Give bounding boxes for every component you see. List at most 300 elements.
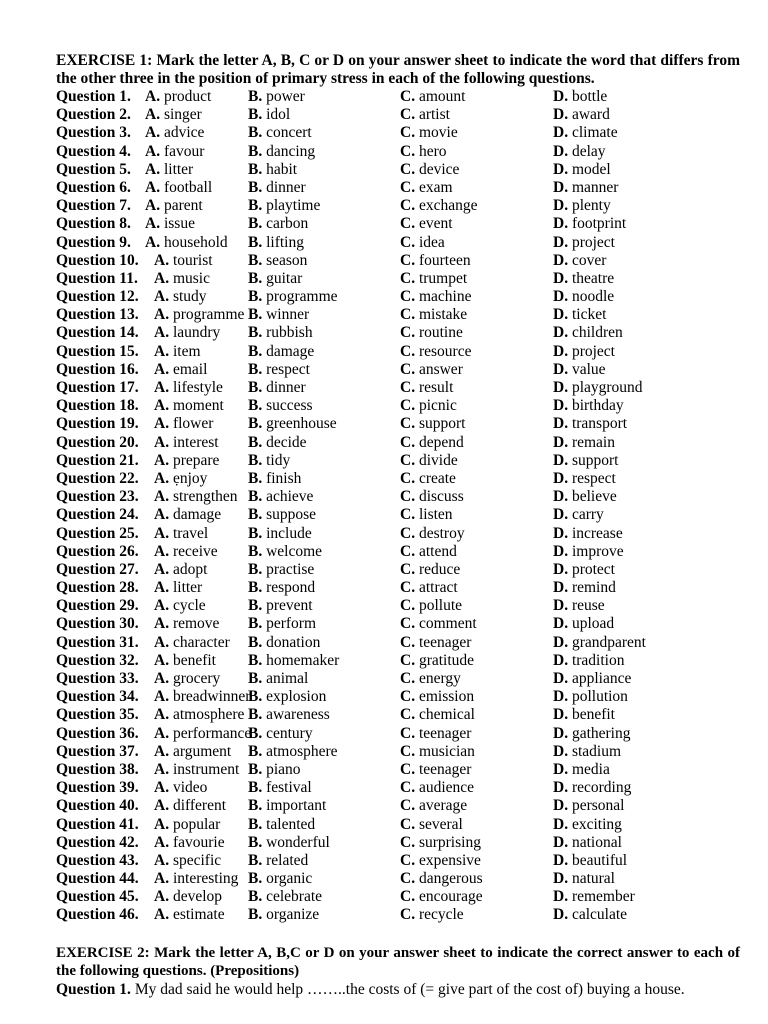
option-letter: C. [400, 469, 416, 487]
question-row [56, 725, 740, 743]
option-word: lifestyle [172, 379, 223, 396]
option-letter: D. [553, 469, 569, 487]
option-b [248, 470, 301, 488]
option-letter: C. [400, 124, 416, 142]
option-letter: D. [553, 670, 569, 687]
option-a [154, 634, 230, 652]
question-label: Question 39. [56, 779, 139, 797]
option-b [248, 906, 319, 924]
option-letter: C. [400, 306, 416, 324]
option-d [553, 361, 606, 379]
option-d [553, 143, 606, 161]
option-word: favourie [172, 833, 225, 851]
option-letter: A. [154, 397, 170, 415]
option-d [553, 797, 624, 815]
option-letter: D. [553, 288, 569, 306]
option-letter: A. [154, 251, 170, 269]
option-word: chemical [418, 706, 475, 724]
option-a [154, 615, 219, 633]
option-word: litter [172, 579, 203, 597]
question-label: Question 3. [56, 124, 131, 142]
option-word: exciting [571, 815, 622, 833]
option-word: prepare [172, 451, 220, 469]
option-d [553, 634, 646, 652]
option-word: important [266, 797, 327, 815]
option-letter: C. [400, 670, 416, 687]
question-row [56, 106, 740, 124]
option-b [248, 452, 290, 470]
option-letter: C. [400, 524, 416, 542]
option-letter: B. [248, 560, 263, 578]
option-b [248, 543, 322, 561]
option-word: remove [172, 615, 220, 633]
option-word: noodle [571, 288, 615, 306]
question-label: Question 26. [56, 542, 139, 560]
option-word: surprising [418, 833, 481, 851]
option-d [553, 506, 604, 524]
option-word: practise [266, 560, 315, 578]
option-word: study [172, 288, 207, 306]
option-letter: C. [400, 706, 416, 724]
option-b [248, 834, 330, 852]
option-c [400, 543, 457, 561]
option-c [400, 252, 471, 270]
option-word: musician [418, 742, 475, 760]
option-word: natural [571, 870, 615, 888]
option-letter: A. [154, 542, 170, 560]
exercise2-label: EXERCISE 2 [56, 944, 145, 961]
option-word: carry [571, 506, 604, 524]
option-letter: B. [248, 724, 263, 742]
option-a [145, 161, 193, 179]
option-word: explosion [266, 688, 327, 706]
option-word: exchange [418, 197, 478, 215]
option-a [154, 834, 225, 852]
option-d [553, 488, 617, 506]
question-row [56, 870, 740, 888]
question-label: Question 30. [56, 615, 139, 633]
option-word: comment [418, 615, 477, 633]
option-c [400, 615, 477, 633]
option-letter: D. [553, 760, 569, 778]
question-row [56, 670, 740, 688]
question-row [56, 706, 740, 724]
option-a [154, 452, 219, 470]
option-d [553, 761, 610, 779]
option-d [553, 288, 614, 306]
question-row [56, 488, 740, 506]
option-letter: C. [400, 233, 416, 251]
question-row [56, 525, 740, 543]
option-letter: C. [400, 688, 416, 706]
option-word: football [163, 178, 213, 196]
option-word: damage [266, 342, 315, 360]
option-word: issue [163, 215, 195, 233]
option-letter: B. [248, 397, 263, 415]
question-label: Question 29. [56, 597, 139, 615]
option-letter: A. [154, 797, 170, 815]
option-d [553, 834, 622, 852]
option-word: organic [266, 870, 313, 888]
option-word: support [571, 451, 619, 469]
option-word: project [571, 342, 615, 360]
option-c [400, 506, 453, 524]
option-word: carbon [266, 215, 309, 233]
option-letter: D. [553, 597, 569, 615]
option-word: climate [571, 124, 618, 142]
option-letter: D. [553, 178, 569, 196]
option-a [154, 434, 219, 452]
option-letter: C. [400, 906, 416, 924]
option-letter: A. [154, 651, 170, 669]
option-letter: D. [553, 142, 569, 160]
option-letter: C. [400, 215, 416, 233]
question-label: Question 13. [56, 306, 139, 324]
option-letter: B. [248, 524, 263, 542]
option-word: power [266, 88, 305, 105]
option-word: energy [418, 670, 461, 687]
option-b [248, 306, 309, 324]
option-d [553, 197, 611, 215]
option-a [154, 343, 201, 361]
question-row [56, 597, 740, 615]
option-a [154, 597, 206, 615]
question-row [56, 906, 740, 924]
option-word: appliance [571, 670, 632, 687]
option-c [400, 106, 450, 124]
option-word: theatre [571, 269, 615, 287]
option-word: resource [418, 342, 472, 360]
option-letter: C. [400, 851, 416, 869]
option-d [553, 252, 606, 270]
option-d [553, 615, 614, 633]
option-letter: C. [400, 160, 416, 178]
option-c [400, 706, 475, 724]
option-letter: B. [248, 633, 263, 651]
question-row [56, 415, 740, 433]
option-d [553, 652, 624, 670]
option-letter: C. [400, 797, 416, 815]
option-d [553, 324, 623, 342]
option-d [553, 470, 616, 488]
option-c [400, 634, 471, 652]
option-letter: D. [553, 233, 569, 251]
option-letter: A. [154, 815, 170, 833]
option-c [400, 725, 471, 743]
option-letter: B. [248, 88, 263, 105]
option-word: picnic [418, 397, 457, 415]
option-a [145, 106, 202, 124]
option-a [145, 88, 211, 106]
question-text: My dad said he would help ……..the costs of (= give part of the cost of) buying a house. [134, 980, 685, 998]
option-a [154, 543, 218, 561]
option-word: achieve [266, 488, 314, 506]
question-row [56, 179, 740, 197]
option-letter: D. [553, 160, 569, 178]
option-b [248, 234, 304, 252]
option-letter: A. [154, 506, 170, 524]
option-word: greenhouse [266, 415, 337, 433]
option-a [154, 415, 213, 433]
option-letter: A. [154, 433, 170, 451]
option-letter: A. [145, 124, 161, 142]
option-word: children [571, 324, 623, 342]
option-word: respect [571, 469, 616, 487]
option-c [400, 852, 481, 870]
option-b [248, 361, 310, 379]
option-letter: A. [145, 160, 161, 178]
option-d [553, 725, 631, 743]
option-c [400, 179, 453, 197]
question-label: Question 10. [56, 251, 139, 269]
option-word: grocery [172, 670, 221, 687]
option-a [145, 179, 212, 197]
option-word: animal [266, 670, 309, 687]
option-letter: D. [553, 706, 569, 724]
question-label: Question 6. [56, 178, 131, 196]
option-c [400, 779, 474, 797]
exercise2-question-1 [56, 980, 740, 999]
option-d [553, 161, 611, 179]
option-c [400, 688, 474, 706]
option-word: festival [266, 779, 312, 797]
option-d [553, 106, 610, 124]
option-word: playground [571, 379, 643, 396]
option-letter: D. [553, 506, 569, 524]
option-c [400, 597, 462, 615]
option-letter: B. [248, 888, 263, 906]
question-label: Question 32. [56, 651, 139, 669]
option-letter: D. [553, 688, 569, 706]
option-word: programme [172, 306, 245, 324]
option-word: several [418, 815, 463, 833]
option-b [248, 743, 338, 761]
option-d [553, 234, 615, 252]
option-d [553, 179, 618, 197]
question-row [56, 343, 740, 361]
option-letter: C. [400, 779, 416, 797]
option-letter: C. [400, 870, 416, 888]
question-label: Question 22. [56, 469, 139, 487]
option-c [400, 306, 467, 324]
question-label: Question 35. [56, 706, 139, 724]
option-word: reuse [571, 597, 605, 615]
option-a [154, 870, 238, 888]
option-b [248, 706, 330, 724]
question-label: Question 37. [56, 742, 139, 760]
option-word: improve [571, 542, 624, 560]
option-d [553, 434, 615, 452]
option-letter: A. [154, 597, 170, 615]
option-word: playtime [266, 197, 321, 215]
question-label: Question 9. [56, 233, 131, 251]
option-word: remain [571, 433, 615, 451]
option-letter: B. [248, 670, 263, 687]
option-letter: D. [553, 251, 569, 269]
option-letter: C. [400, 724, 416, 742]
option-d [553, 543, 624, 561]
option-letter: A. [154, 324, 170, 342]
option-letter: C. [400, 178, 416, 196]
option-letter: B. [248, 542, 263, 560]
option-word: gathering [571, 724, 631, 742]
question-label: Question 11. [56, 269, 138, 287]
option-letter: B. [248, 469, 263, 487]
option-letter: A. [154, 670, 170, 687]
option-a [154, 670, 220, 688]
option-word: music [172, 269, 210, 287]
option-letter: D. [553, 488, 569, 506]
option-word: remind [571, 579, 616, 597]
option-c [400, 215, 453, 233]
option-letter: C. [400, 106, 416, 124]
option-c [400, 561, 460, 579]
option-word: calculate [571, 906, 628, 924]
option-word: perform [266, 615, 317, 633]
option-letter: A. [154, 488, 170, 506]
option-letter: C. [400, 760, 416, 778]
option-word: pollute [418, 597, 463, 615]
question-label: Question 25. [56, 524, 139, 542]
option-letter: C. [400, 197, 416, 215]
option-word: device [418, 160, 460, 178]
question-row [56, 506, 740, 524]
option-letter: C. [400, 633, 416, 651]
option-letter: B. [248, 215, 263, 233]
option-letter: D. [553, 88, 569, 105]
option-letter: A. [154, 888, 170, 906]
option-word: favour [163, 142, 205, 160]
option-b [248, 343, 314, 361]
option-b [248, 797, 326, 815]
question-label: Question 36. [56, 724, 139, 742]
option-d [553, 561, 615, 579]
option-word: event [418, 215, 453, 233]
option-word: character [172, 633, 230, 651]
option-letter: D. [553, 560, 569, 578]
option-letter: D. [553, 124, 569, 142]
option-letter: B. [248, 379, 263, 396]
option-word: stadium [571, 742, 622, 760]
option-letter: A. [154, 560, 170, 578]
option-word: answer [418, 360, 463, 378]
question-label: Question 18. [56, 397, 139, 415]
option-d [553, 670, 631, 688]
option-word: pollution [571, 688, 628, 706]
option-a [154, 688, 250, 706]
option-d [553, 215, 626, 233]
question-label: Question 27. [56, 560, 139, 578]
option-c [400, 797, 467, 815]
option-word: divide [418, 451, 458, 469]
option-word: project [571, 233, 615, 251]
option-b [248, 761, 301, 779]
option-c [400, 343, 471, 361]
question-label: Question 33. [56, 670, 139, 687]
option-letter: B. [248, 651, 263, 669]
option-letter: D. [553, 870, 569, 888]
option-word: wonderful [266, 833, 330, 851]
option-word: fourteen [418, 251, 471, 269]
question-label: Question 4. [56, 142, 131, 160]
option-word: century [266, 724, 313, 742]
option-a [154, 779, 207, 797]
option-word: interest [172, 433, 219, 451]
option-letter: D. [553, 815, 569, 833]
option-word: dancing [266, 142, 316, 160]
option-word: develop [172, 888, 223, 906]
option-c [400, 161, 459, 179]
option-letter: B. [248, 488, 263, 506]
question-row [56, 797, 740, 815]
exercise1-instruction: Mark the letter A, B, C or D on your answer sheet to indicate the word that differs from the other three in the position of primary stress in each of the following questions. [56, 52, 740, 87]
option-letter: A. [145, 106, 161, 124]
question-row [56, 470, 740, 488]
option-letter: B. [248, 360, 263, 378]
question-label: Question 19. [56, 415, 139, 433]
option-letter: B. [248, 178, 263, 196]
option-d [553, 525, 623, 543]
option-b [248, 215, 308, 233]
option-d [553, 743, 621, 761]
option-word: concert [266, 124, 312, 142]
option-word: parent [163, 197, 203, 215]
option-word: personal [571, 797, 625, 815]
option-word: machine [418, 288, 472, 306]
option-word: atmosphere [172, 706, 245, 724]
option-c [400, 652, 474, 670]
option-word: movie [418, 124, 458, 142]
option-letter: B. [248, 579, 263, 597]
question-row [56, 88, 740, 106]
option-b [248, 561, 314, 579]
option-word: decide [266, 433, 307, 451]
option-a [154, 525, 208, 543]
option-word: moment [172, 397, 224, 415]
option-word: create [418, 469, 456, 487]
option-word: breadwinner [172, 688, 251, 706]
option-letter: D. [553, 651, 569, 669]
option-a [154, 288, 207, 306]
option-letter: C. [400, 433, 416, 451]
option-word: idea [418, 233, 445, 251]
option-letter: D. [553, 888, 569, 906]
option-letter: B. [248, 851, 263, 869]
option-d [553, 852, 627, 870]
option-b [248, 124, 312, 142]
option-b [248, 324, 313, 342]
option-a [145, 143, 204, 161]
option-word: product [163, 88, 212, 105]
option-word: increase [571, 524, 623, 542]
option-c [400, 870, 483, 888]
option-c [400, 415, 465, 433]
option-word: flower [172, 415, 214, 433]
option-c [400, 197, 477, 215]
question-row [56, 816, 740, 834]
option-word: recording [571, 779, 632, 797]
option-letter: B. [248, 160, 263, 178]
option-word: manner [571, 178, 619, 196]
option-a [154, 906, 225, 924]
option-word: awareness [266, 706, 330, 724]
option-letter: A. [154, 379, 170, 396]
option-letter: A. [145, 215, 161, 233]
option-letter: D. [553, 215, 569, 233]
question-row [56, 143, 740, 161]
option-a [154, 361, 207, 379]
option-letter: A. [154, 870, 170, 888]
